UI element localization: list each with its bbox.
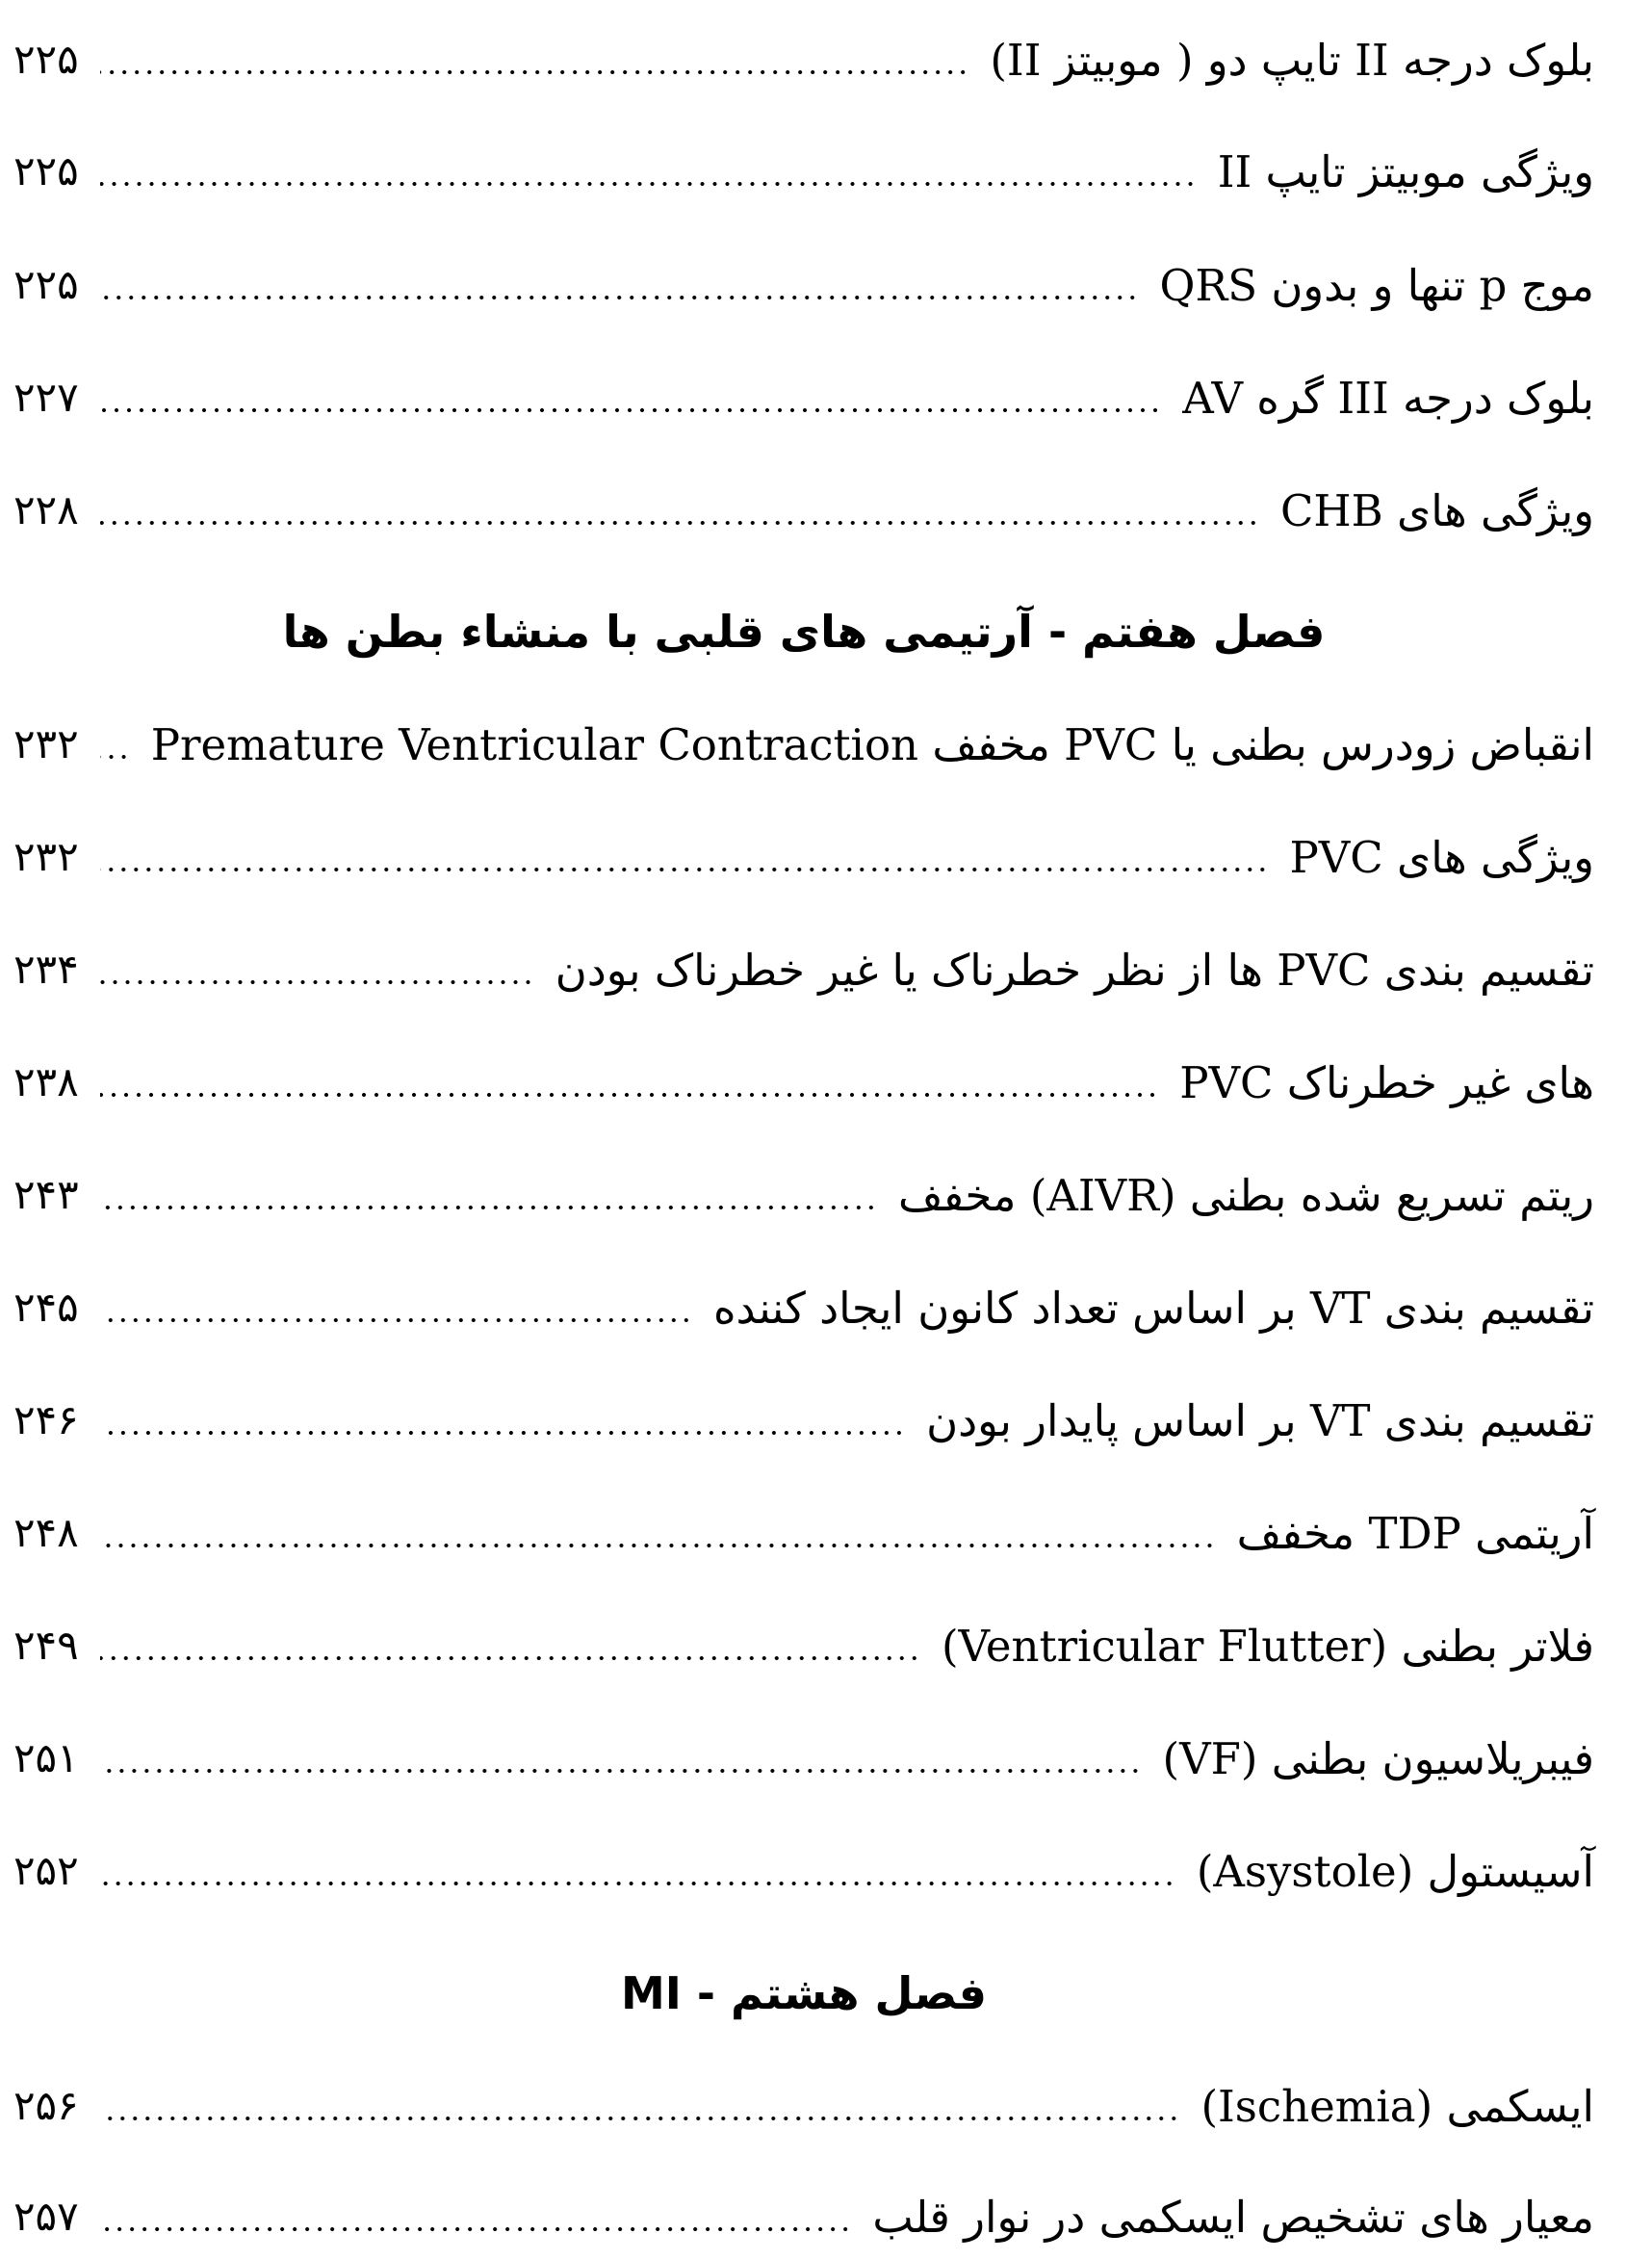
toc-entry[interactable]	[13, 472, 1594, 549]
toc-entry-title: معیار های تشخیص ایسکمی در نوار قلب	[872, 2191, 1594, 2243]
dot-leader	[100, 1655, 920, 1661]
toc-entry-page: ۲۴۶	[13, 1396, 79, 1443]
toc-entry-page: ۲۲۸	[13, 486, 79, 533]
toc-entry-page: ۲۵۶	[13, 2082, 79, 2129]
toc-entry-title: تقسیم بندی VT بر اساس تعداد کانون ایجاد کننده	[712, 1282, 1594, 1334]
toc-entry[interactable]	[13, 1382, 1594, 1459]
toc-entry-page: ۲۵۷	[13, 2193, 79, 2240]
toc-entry-title: فیبریلاسیون بطنی (VF)	[1162, 1732, 1594, 1784]
dot-leader	[100, 2116, 1180, 2121]
toc-entry-page: ۲۲۵	[13, 261, 79, 308]
dot-leader	[100, 1317, 692, 1323]
toc-entry-title: بلوک درجه II تایپ دو ( موبیتز II)	[990, 34, 1594, 86]
dot-leader	[100, 69, 969, 75]
toc-entry-title: آریتمی TDP مخفف	[1236, 1507, 1594, 1559]
toc-entry-title: PVC های غیر خطرناک	[1179, 1056, 1594, 1108]
dot-leader	[100, 407, 1162, 413]
dot-leader	[100, 1092, 1159, 1098]
toc-entry-title: ویژگی های CHB	[1279, 484, 1594, 536]
toc-entry[interactable]	[13, 2067, 1594, 2144]
dot-leader	[100, 2226, 852, 2232]
dot-leader	[100, 1768, 1142, 1774]
chapter-heading: فصل هفتم - آرتیمی های قلبی با منشاء بطن ها	[282, 606, 1326, 658]
toc-entry-page: ۲۴۹	[13, 1622, 79, 1669]
toc-entry[interactable]	[13, 1494, 1594, 1572]
toc-entry[interactable]	[13, 818, 1594, 896]
toc-entry-page: ۲۳۴	[13, 946, 79, 993]
dot-leader	[100, 1543, 1216, 1548]
dot-leader	[100, 754, 130, 760]
toc-entry[interactable]	[13, 1156, 1594, 1234]
toc-entry-title: فلاتر بطنی (Ventricular Flutter)	[941, 1620, 1594, 1672]
toc-entry-page: ۲۳۸	[13, 1058, 79, 1105]
toc-entry-title: ایسکمی (Ischemia)	[1200, 2080, 1594, 2132]
toc-entry[interactable]	[13, 21, 1594, 98]
dot-leader	[100, 979, 534, 985]
dot-leader	[100, 1881, 1175, 1886]
dot-leader	[100, 295, 1139, 300]
toc-entry-page: ۲۵۱	[13, 1734, 79, 1781]
toc-entry-page: ۲۴۳	[13, 1171, 79, 1218]
toc-entry-title: تقسیم بندی VT بر اساس پایدار بودن	[926, 1394, 1594, 1446]
toc-entry-title: بلوک درجه III گره AV	[1182, 372, 1594, 424]
toc-entry-title: موج p تنها و بدون QRS	[1159, 259, 1594, 311]
toc-entry-page: ۲۳۲	[13, 720, 79, 767]
dot-leader	[100, 181, 1197, 187]
toc-entry[interactable]	[13, 133, 1594, 210]
toc-entry[interactable]	[13, 1269, 1594, 1346]
toc-entry-title: ویژگی موبیتز تایپ II	[1217, 145, 1594, 197]
dot-leader	[100, 1205, 877, 1210]
toc-entry[interactable]	[13, 1607, 1594, 1684]
toc-entry-title: ریتم تسریع شده بطنی (AIVR) مخفف	[898, 1169, 1594, 1221]
toc-entry-page: ۲۴۵	[13, 1284, 79, 1331]
toc-entry-page: ۲۴۸	[13, 1509, 79, 1556]
toc-entry-page: ۲۳۲	[13, 833, 79, 880]
toc-entry-page: ۲۲۷	[13, 374, 79, 421]
chapter-heading: فصل هشتم - MI	[620, 1967, 988, 2019]
dot-leader	[100, 520, 1259, 526]
toc-entry-page: ۲۵۲	[13, 1847, 79, 1894]
toc-entry-title: تقسیم بندی PVC ها از نظر خطرناک یا غیر خطرناک بودن	[555, 944, 1594, 996]
toc-entry[interactable]	[13, 359, 1594, 436]
toc-entry-title: ویژگی های PVC	[1289, 831, 1594, 883]
toc-entry-page: ۲۲۵	[13, 147, 79, 195]
toc-entry[interactable]	[13, 931, 1594, 1008]
dot-leader	[100, 1430, 905, 1436]
toc-entry[interactable]	[13, 1044, 1594, 1121]
toc-entry[interactable]	[13, 2178, 1594, 2255]
toc-entry[interactable]	[13, 1832, 1594, 1909]
toc-entry-title: آسیستول (Asystole)	[1196, 1845, 1594, 1897]
toc-entry-page: ۲۲۵	[13, 36, 79, 83]
toc-entry[interactable]	[13, 1720, 1594, 1797]
dot-leader	[100, 867, 1269, 872]
toc-entry[interactable]	[13, 247, 1594, 324]
toc-entry-title: انقباض زودرس بطنی یا PVC مخفف Premature Ventricular Contraction	[150, 718, 1594, 770]
toc-entry[interactable]	[13, 706, 1594, 783]
